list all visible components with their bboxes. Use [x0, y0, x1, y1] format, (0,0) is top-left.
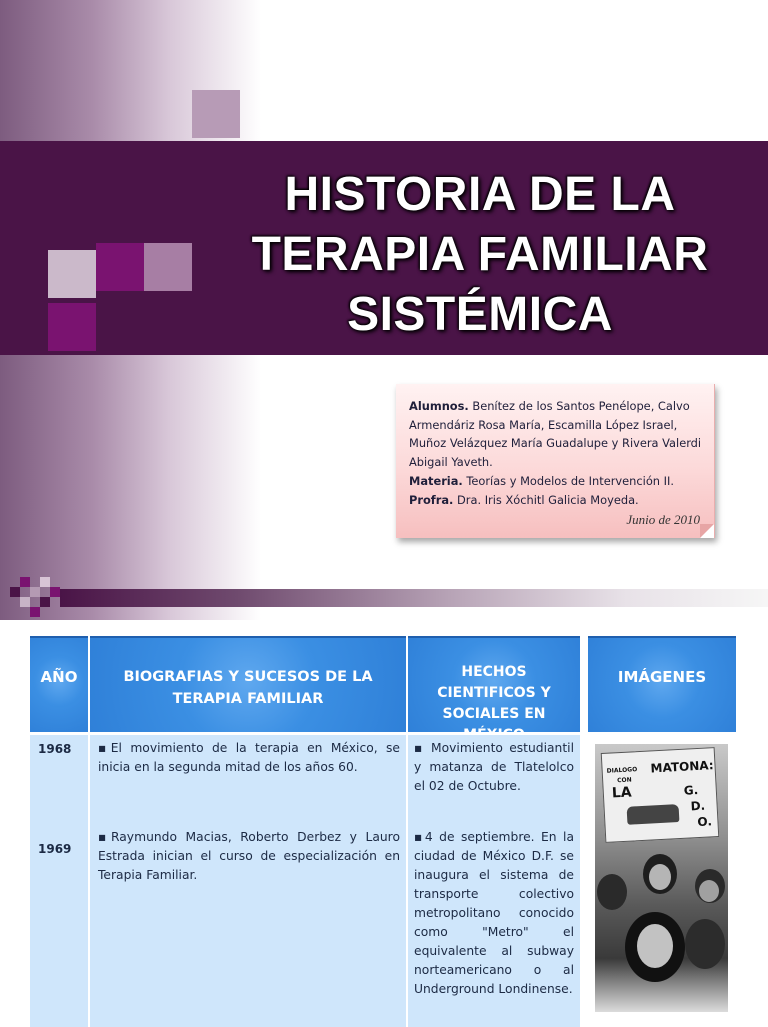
row-bio: ▪El movimiento de la terapia en México, se inicia en la segunda mitad de los años 60. [98, 741, 400, 774]
profra-label: Profra. [409, 492, 454, 507]
page-title [190, 165, 768, 345]
title-line-3: SISTÉMICA [347, 288, 613, 341]
row-bio: ▪Raymundo Macias, Roberto Derbez y Lauro Estrada inician el curso de especialización en Terapia Familiar. [98, 830, 400, 882]
decor-pixel [40, 577, 50, 587]
decor-pixel [20, 577, 30, 587]
crowd-figure [597, 874, 627, 910]
decor-square [144, 243, 192, 291]
header-images-label: IMÁGENES [617, 668, 707, 686]
protest-sign [601, 747, 720, 843]
decor-square [48, 303, 96, 351]
decor-pixel [10, 587, 20, 597]
decor-strip [60, 589, 768, 607]
decor-square [96, 243, 144, 291]
decor-pixel [30, 607, 40, 617]
title-line-2: TERAPIA FAMILIAR [251, 228, 709, 281]
decor-pixel [20, 597, 30, 607]
sign-text: DIALOGO [606, 766, 638, 775]
sign-text: O. [697, 814, 713, 830]
alumnos-label: Alumnos. [409, 399, 469, 413]
materia-value: Teorías y Modelos de Intervención II. [466, 473, 674, 488]
decor-square [48, 250, 96, 298]
protest-photo [595, 744, 728, 1012]
sign-text: G. [683, 783, 699, 798]
sign-text: D. [690, 798, 706, 814]
info-note [396, 384, 715, 538]
row-facts: ▪4 de septiembre. En la ciudad de México D.F. se inaugura el sistema de transporte colectivo metropolitano conocido como "Metro" el equivalente al subway norteamericano o al Underground Londinense. [414, 830, 574, 996]
image-cell [588, 732, 736, 1024]
col-bio [90, 732, 406, 1027]
header-year [30, 636, 88, 734]
sign-text: CON [617, 776, 632, 785]
title-line-1: HISTORIA DE LA [284, 168, 676, 221]
header-images [588, 636, 736, 734]
header-year-label: AÑO [40, 668, 78, 686]
crowd-figure [699, 880, 719, 902]
header-bio-label: BIOGRAFIAS Y SUCESOS DE LA TERAPIA FAMILIAR [123, 669, 373, 707]
header-facts-label: HECHOS CIENTIFICOS Y SOCIALES EN [437, 664, 551, 722]
sign-text: MATONA: [650, 758, 714, 776]
header-facts [408, 636, 580, 734]
crowd-figure [685, 919, 725, 969]
tank-drawing [627, 804, 680, 825]
decor-pixel [40, 597, 50, 607]
sign-text: LA [611, 784, 633, 802]
row-facts: ▪ Movimiento estudiantil y matanza de Tlatelolco el 02 de Octubre. [414, 741, 574, 793]
row-year: 1969 [38, 842, 72, 856]
crowd-figure [637, 924, 673, 968]
col-year [30, 732, 88, 1027]
alumnos-value: Benítez de los Santos Penélope, Calvo Armendáriz Rosa María, Escamilla López Israel, Muñoz Velázquez María Guadalupe y Rivera Valerdi Abigail Yaveth. [409, 399, 702, 470]
row-year: 1968 [38, 742, 72, 756]
info-text [409, 397, 705, 509]
col-facts [408, 732, 580, 1027]
header-bio [90, 636, 406, 734]
decor-pixel [30, 587, 40, 597]
decor-pixel [50, 587, 60, 597]
decor-square [96, 303, 144, 351]
profra-value: Dra. Iris Xóchitl Galicia Moyeda. [457, 492, 639, 507]
date-text: Junio de 2010 [626, 512, 700, 527]
decor-square [192, 90, 240, 138]
materia-label: Materia. [409, 473, 463, 488]
crowd-figure [649, 864, 671, 890]
